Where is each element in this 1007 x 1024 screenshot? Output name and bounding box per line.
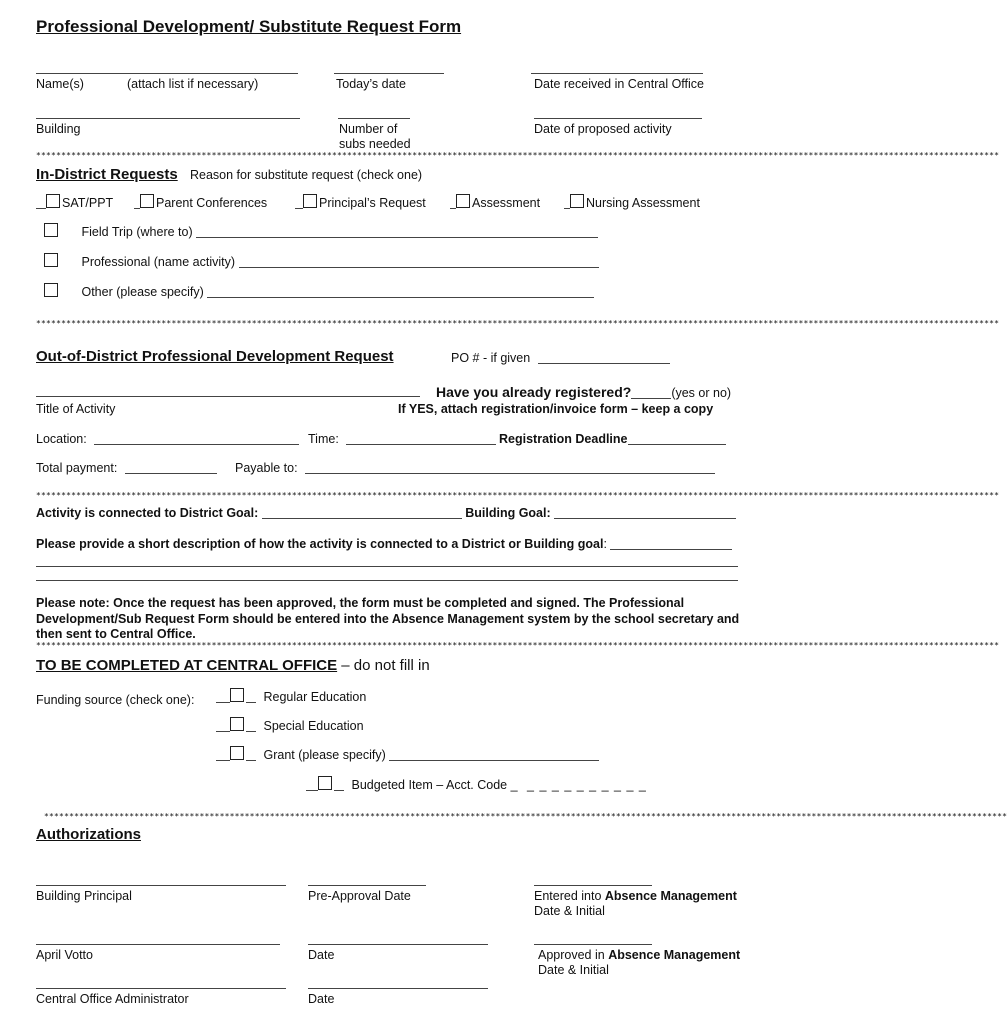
subs-needed-label: subs needed [339, 137, 411, 151]
checkbox-icon[interactable] [230, 688, 244, 702]
describe-line-3[interactable] [36, 580, 738, 581]
field-trip-row[interactable] [36, 223, 598, 239]
field-trip-label: Field Trip (where to) [81, 225, 193, 239]
building-goal-label: Building Goal: [465, 506, 551, 520]
registered-question: Have you already registered? [436, 384, 632, 400]
date-received-line[interactable] [531, 73, 703, 74]
special-label: Special Education [263, 719, 364, 733]
date-proposed-line[interactable] [534, 118, 702, 119]
separator-5: ************************************************************************************************************************************************************************************************ [44, 812, 1007, 821]
title-activity-line[interactable] [36, 396, 420, 397]
todays-date-label: Today’s date [336, 77, 406, 91]
acct-code-blanks[interactable]: _ _ _ _ _ _ _ _ _ _ [527, 778, 647, 792]
location-label: Location: [36, 432, 87, 446]
central-admin-label: Central Office Administrator [36, 992, 189, 1006]
central-admin-signature-line[interactable] [36, 988, 286, 989]
option-principals-request[interactable] [295, 194, 426, 210]
funding-regular-row[interactable] [216, 688, 366, 704]
in-district-heading: In-District Requests [36, 166, 178, 183]
option-sat-ppt[interactable] [36, 194, 113, 210]
entered-into-text: Entered into [534, 889, 605, 903]
time-label: Time: [308, 432, 339, 446]
total-payment-line[interactable] [125, 463, 217, 474]
funding-label: Funding source (check one): [36, 693, 195, 707]
total-payment-row[interactable] [36, 461, 217, 475]
note-line-2: Development/Sub Request Form should be entered into the Absence Management system by the school secretary and [36, 612, 740, 626]
note-line-1: Please note: Once the request has been approved, the form must be completed and signed. The Professional [36, 596, 685, 610]
time-line[interactable] [346, 434, 496, 445]
todays-date-line[interactable] [334, 73, 444, 74]
checkbox-icon[interactable] [318, 776, 332, 790]
funding-special-row[interactable] [216, 717, 364, 733]
date-label-1: Date [308, 948, 335, 962]
reg-deadline-label: Registration Deadline [499, 432, 628, 446]
attach-note: (attach list if necessary) [127, 77, 259, 91]
other-label: Other (please specify) [81, 285, 204, 299]
time-row[interactable] [308, 432, 496, 446]
date-proposed-label: Date of proposed activity [534, 122, 672, 136]
po-row[interactable] [451, 351, 670, 365]
describe-colon: : [603, 537, 607, 551]
checkbox-icon[interactable] [44, 253, 58, 267]
absence-mgmt-text: Absence Management [608, 948, 741, 962]
registered-line[interactable] [631, 388, 671, 399]
date-initial-label-1: Date & Initial [534, 904, 605, 918]
funding-grant-row[interactable] [216, 746, 599, 762]
central-office-heading [36, 657, 430, 674]
reg-deadline-row[interactable] [499, 432, 726, 446]
number-of-label: Number of [339, 122, 398, 136]
other-line[interactable] [207, 287, 594, 298]
grant-line[interactable] [389, 750, 599, 761]
checkbox-icon[interactable] [230, 717, 244, 731]
building-line[interactable] [36, 118, 300, 119]
checkbox-icon[interactable] [140, 194, 154, 208]
absence-mgmt-text: Absence Management [604, 889, 737, 903]
entered-line[interactable] [534, 885, 652, 886]
if-yes-note: If YES, attach registration/invoice form – keep a copy [398, 402, 714, 416]
district-goal-line[interactable] [262, 508, 462, 519]
checkbox-icon[interactable] [44, 283, 58, 297]
pre-approval-date-label: Pre-Approval Date [308, 889, 411, 903]
describe-line[interactable] [610, 539, 732, 550]
date-line-2[interactable] [308, 988, 488, 989]
location-row[interactable] [36, 432, 299, 446]
option-label: Assessment [472, 196, 541, 210]
title-activity-label: Title of Activity [36, 402, 116, 416]
subs-needed-line[interactable] [338, 118, 410, 119]
authorizations-heading: Authorizations [36, 826, 141, 843]
april-votto-label: April Votto [36, 948, 93, 962]
district-goal-label: Activity is connected to District Goal: [36, 506, 259, 520]
building-goal-line[interactable] [554, 508, 736, 519]
principal-signature-line[interactable] [36, 885, 286, 886]
separator-3: ************************************************************************************************************************************************************************************************ [36, 491, 1000, 500]
total-payment-label: Total payment: [36, 461, 118, 475]
names-line[interactable] [36, 73, 298, 74]
checkbox-icon[interactable] [456, 194, 470, 208]
date-initial-label-2: Date & Initial [538, 963, 609, 977]
reg-deadline-line[interactable] [628, 434, 726, 445]
professional-label: Professional (name activity) [81, 255, 236, 269]
names-label: Name(s) [36, 77, 84, 91]
checkbox-icon[interactable] [230, 746, 244, 760]
date-received-label: Date received in Central Office [534, 77, 704, 91]
central-office-title: TO BE COMPLETED AT CENTRAL OFFICE [36, 657, 338, 674]
describe-row[interactable] [36, 537, 732, 551]
central-office-suffix: – do not fill in [337, 657, 430, 674]
budgeted-label: Budgeted Item – Acct. Code _ [351, 778, 518, 792]
checkbox-icon[interactable] [303, 194, 317, 208]
payable-to-label: Payable to: [235, 461, 298, 475]
date-label-2: Date [308, 992, 335, 1006]
approved-line[interactable] [534, 944, 652, 945]
building-label: Building [36, 122, 81, 136]
checkbox-icon[interactable] [46, 194, 60, 208]
grant-label: Grant (please specify) [263, 748, 386, 762]
separator-4: ************************************************************************************************************************************************************************************************ [36, 641, 1000, 650]
approved-in-label [538, 948, 740, 962]
option-assessment[interactable] [450, 194, 540, 210]
regular-label: Regular Education [263, 690, 367, 704]
reason-label: Reason for substitute request (check one) [190, 168, 423, 182]
option-label: SAT/PPT [62, 196, 114, 210]
other-row[interactable] [36, 283, 594, 299]
pre-approval-date-line[interactable] [308, 885, 426, 886]
page-title: Professional Development/ Substitute Request Form [36, 17, 462, 36]
district-goal-row[interactable] [36, 506, 736, 520]
checkbox-icon[interactable] [44, 223, 58, 237]
payable-to-line[interactable] [305, 463, 715, 474]
registered-row[interactable] [436, 384, 731, 400]
option-nursing-assessment[interactable] [564, 194, 700, 210]
field-trip-line[interactable] [196, 227, 598, 238]
out-district-heading: Out-of-District Professional Development Request [36, 348, 394, 365]
option-label: Principal’s Request [319, 196, 426, 210]
option-parent-conferences[interactable] [134, 194, 267, 210]
budgeted-row[interactable] [306, 776, 647, 792]
po-label: PO # - if given [451, 351, 531, 365]
approved-in-text: Approved in [538, 948, 609, 962]
describe-label: Please provide a short description of how the activity is connected to a District or Building goal [36, 537, 604, 551]
date-line-1[interactable] [308, 944, 488, 945]
checkbox-icon[interactable] [570, 194, 584, 208]
option-label: Parent Conferences [156, 196, 268, 210]
entered-into-label [534, 889, 737, 903]
describe-line-2[interactable] [36, 566, 738, 567]
professional-row[interactable] [36, 253, 599, 269]
professional-line[interactable] [239, 257, 599, 268]
location-line[interactable] [94, 434, 299, 445]
option-label: Nursing Assessment [586, 196, 700, 210]
payable-to-row[interactable] [235, 461, 715, 475]
po-line[interactable] [538, 353, 670, 364]
separator-2: ************************************************************************************************************************************************************************************************ [36, 319, 1000, 328]
april-votto-signature-line[interactable] [36, 944, 280, 945]
building-principal-label: Building Principal [36, 889, 132, 903]
separator-1: ************************************************************************************************************************************************************************************************ [36, 151, 1000, 160]
yes-no-label: (yes or no) [671, 386, 732, 400]
note-line-3: then sent to Central Office. [36, 627, 196, 641]
